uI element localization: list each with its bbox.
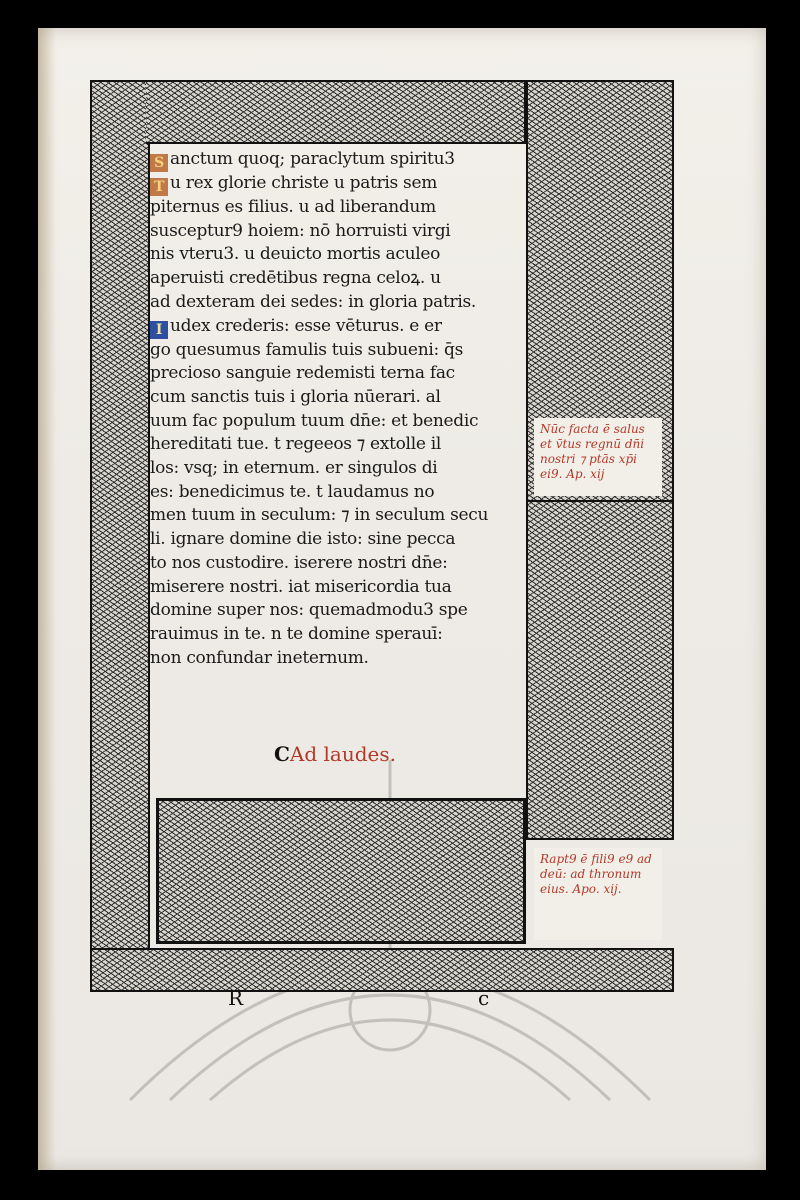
line-text: cum sanctis tuis i gloria nūerari. al bbox=[150, 386, 441, 407]
line-text: los: vsq; in eternum. er singulos di bbox=[150, 458, 438, 479]
text-line bbox=[150, 552, 522, 576]
text-line bbox=[150, 623, 522, 647]
line-text: udex crederis: esse vēturus. e er bbox=[170, 315, 442, 336]
line-text: domine super nos: quemadmodu3 spe bbox=[150, 600, 468, 621]
text-line bbox=[150, 576, 522, 600]
text-line bbox=[150, 148, 522, 172]
line-text: es: benedicimus te. t laudamus no bbox=[150, 481, 435, 502]
line-text: susceptur9 hoiem: nō horruisti virgi bbox=[150, 220, 451, 241]
line-text: rauimus in te. n te domine sperauī: bbox=[150, 623, 443, 644]
text-line bbox=[150, 362, 522, 386]
line-text: uum fac populum tuum dn̄e: et benedic bbox=[150, 410, 479, 431]
text-line bbox=[150, 267, 522, 291]
pilcrow-mark: C bbox=[274, 742, 290, 766]
text-line bbox=[150, 315, 522, 339]
main-text-block bbox=[150, 148, 522, 670]
line-text: precioso sanguie redemisti terna fac bbox=[150, 363, 455, 384]
text-line bbox=[150, 196, 522, 220]
line-text: ad dexteram dei sedes: in gloria patris. bbox=[150, 291, 476, 312]
line-text: li. ignare domine die isto: sine pecca bbox=[150, 529, 456, 550]
line-text: miserere nostri. iat misericordia tua bbox=[150, 576, 452, 597]
top-ornamental-border bbox=[146, 80, 526, 144]
text-line bbox=[150, 386, 522, 410]
left-ornamental-border bbox=[90, 80, 150, 992]
line-text: nis vteru3. u deuicto mortis aculeo bbox=[150, 244, 441, 265]
line-text: u rex glorie christe u patris sem bbox=[170, 173, 438, 193]
line-text: non confundar ineternum. bbox=[150, 647, 369, 668]
text-line bbox=[150, 339, 522, 363]
signature-mark-left: R bbox=[228, 986, 244, 1010]
illuminated-initial: T bbox=[150, 178, 168, 196]
signature-mark-right: c bbox=[478, 986, 490, 1010]
line-text: go quesumus famulis tuis subueni: q̄s bbox=[150, 339, 464, 360]
text-line bbox=[150, 220, 522, 244]
text-line bbox=[150, 599, 522, 623]
text-line bbox=[150, 457, 522, 481]
woodcut-child-raised-to-heaven bbox=[526, 500, 674, 840]
line-text: hereditati tue. t regeeos ⁊ extolle il bbox=[150, 434, 441, 455]
heading-text: Ad laudes. bbox=[289, 742, 396, 766]
line-text: to nos custodire. iserere nostri dn̄e: bbox=[150, 552, 448, 573]
text-line bbox=[150, 528, 522, 552]
text-line bbox=[150, 291, 522, 315]
text-line bbox=[150, 172, 522, 196]
caption-bottom: Rapt9 ē fili9 e9 ad deū: ad thronum eius. Apo. xij. bbox=[534, 848, 662, 940]
text-line bbox=[150, 481, 522, 505]
line-text: piternus es filius. u ad liberandum bbox=[150, 197, 436, 217]
text-line bbox=[150, 243, 522, 267]
illuminated-initial: S bbox=[150, 154, 168, 172]
text-line bbox=[150, 433, 522, 457]
bottom-ornamental-border bbox=[90, 948, 674, 992]
line-text: anctum quoq; paraclytum spiritu3 bbox=[170, 149, 455, 169]
text-line bbox=[150, 647, 522, 671]
text-line bbox=[150, 410, 522, 434]
text-line bbox=[150, 504, 522, 528]
woodcut-grotesque-panel bbox=[156, 798, 526, 944]
rubric-heading bbox=[274, 742, 396, 766]
caption-top: Nūc facta ē salus et v̄tus regnū dn̄i nostri ⁊ ptās xp̄i ei9. Ap. xij bbox=[534, 418, 662, 496]
line-text: men tuum in seculum: ⁊ in seculum secu bbox=[150, 505, 489, 526]
line-text: aperuisti credētibus regna celoꝝ. u bbox=[150, 268, 441, 289]
illuminated-initial: I bbox=[150, 321, 168, 339]
